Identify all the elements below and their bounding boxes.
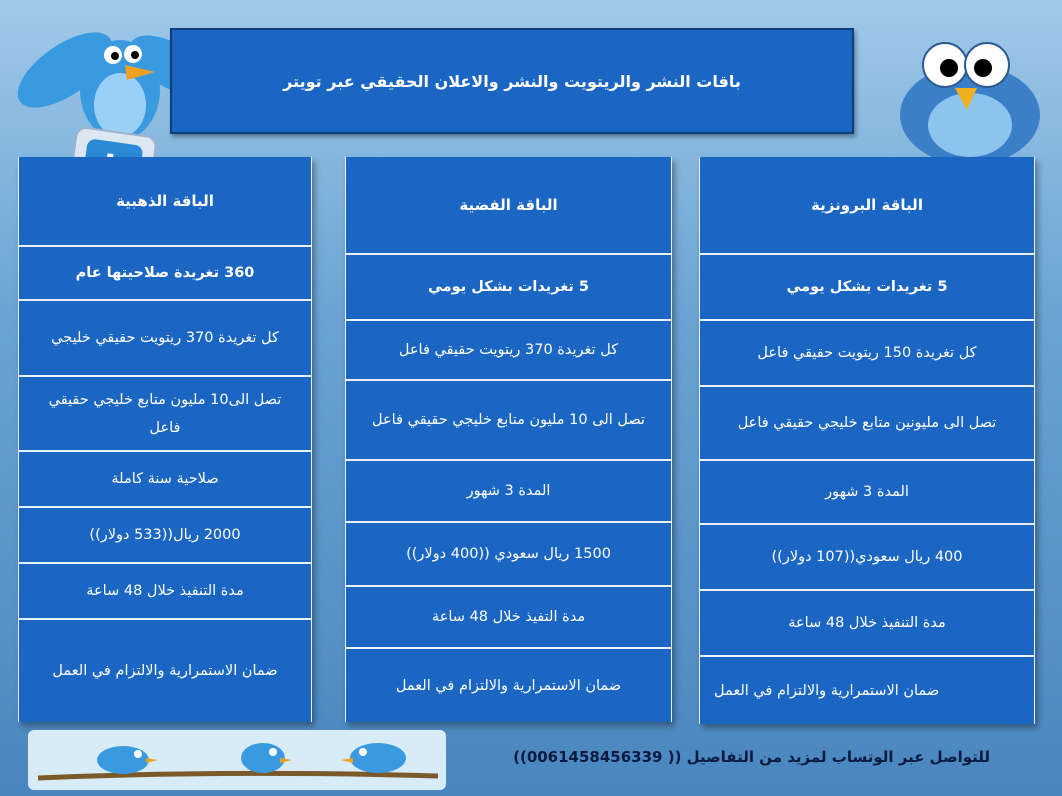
- bronze-feature-guarantee: ضمان الاستمرارية والالتزام في العمل: [714, 682, 940, 699]
- bronze-package-panel: [699, 157, 1035, 724]
- silver-package-panel: [345, 157, 672, 722]
- bronze-feature-execution: مدة التنفيذ خلال 48 ساعة: [700, 591, 1034, 657]
- bronze-feature-retweets: كل تغريدة 150 ريتويت حقيقي فاعل: [700, 321, 1034, 387]
- silver-feature-price: 1500 ريال سعودي ((400 دولار)): [346, 523, 671, 587]
- bronze-feature-tweets: 5 تغريدات بشكل يومي: [700, 255, 1034, 321]
- silver-feature-retweets: كل تغريدة 370 ريتويت حقيقي فاعل: [346, 321, 671, 381]
- bronze-feature-reach: تصل الى مليونين متابع خليجي حقيقي فاعل: [700, 387, 1034, 461]
- gold-feature-reach: تصل الى10 مليون متابع خليجي حقيقي فاعل: [19, 377, 311, 452]
- silver-feature-guarantee: ضمان الاستمرارية والالتزام في العمل: [395, 677, 622, 694]
- birds-on-branch-icon: [28, 730, 446, 790]
- gold-feature-execution: مدة التنفيذ خلال 48 ساعة: [19, 564, 311, 620]
- silver-feature-duration: المدة 3 شهور: [346, 461, 671, 523]
- gold-feature-price: 2000 ريال((533 دولار)): [19, 508, 311, 564]
- silver-feature-reach: تصل الى 10 مليون متابع خليجي حقيقي فاعل: [346, 381, 671, 461]
- bronze-feature-duration: المدة 3 شهور: [700, 461, 1034, 525]
- silver-package-header: الباقة الفضية: [346, 157, 671, 255]
- gold-feature-retweets: كل تغريدة 370 ريتويت حقيقي خليجي: [19, 301, 311, 377]
- gold-feature-tweets: 360 تغريدة صلاحيتها عام: [19, 247, 311, 301]
- silver-feature-execution: مدة التفيذ خلال 48 ساعة: [346, 587, 671, 649]
- page-title: باقات النشر والريتويت والنشر والاعلان الحقيقي عبر تويتر: [170, 28, 854, 134]
- cartoon-bird-icon: [875, 10, 1055, 170]
- gold-package-header: الباقة الذهبية: [19, 157, 311, 247]
- silver-feature-tweets: 5 تغريدات بشكل يومي: [346, 255, 671, 321]
- bronze-feature-price: 400 ريال سعودي((107 دولار)): [700, 525, 1034, 591]
- gold-feature-guarantee: ضمان الاستمرارية والالتزام في العمل: [52, 663, 278, 679]
- gold-package-panel: [18, 157, 312, 722]
- contact-whatsapp-text: للتواصل عبر الوتساب لمزيد من التفاصيل (( 0061458456339)): [513, 748, 990, 766]
- gold-feature-duration: صلاحية سنة كاملة: [19, 452, 311, 508]
- bronze-package-header: الباقة البرونزية: [700, 157, 1034, 255]
